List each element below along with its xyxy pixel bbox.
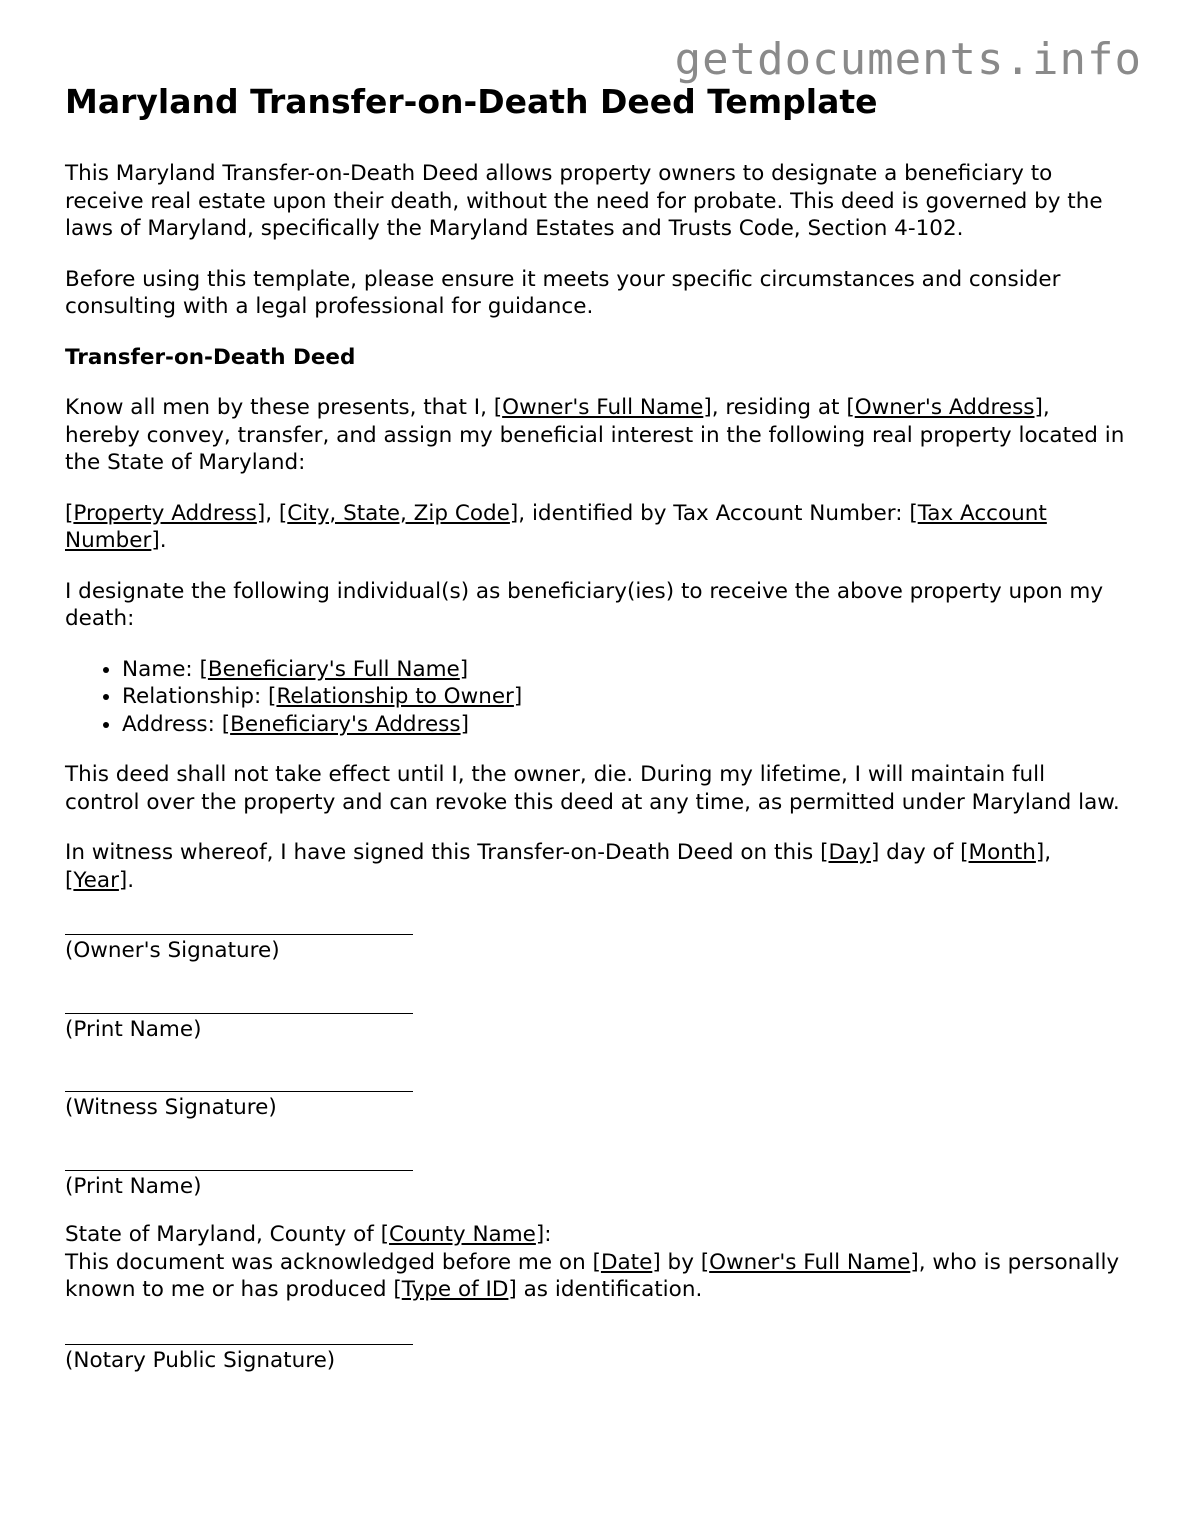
date-blank[interactable]: Date	[600, 1249, 653, 1275]
document-page	[65, 80, 1125, 1400]
tax-account-blank[interactable]: Tax Account Number	[65, 500, 1047, 553]
signature-label: (Witness Signature)	[65, 1095, 277, 1120]
notary-signature-block	[65, 1322, 1125, 1375]
witness-paragraph: In witness whereof, I have signed this Transfer-on-Death Deed on this [Day] day of [Month], [Year].	[65, 840, 1052, 893]
year-blank[interactable]: Year	[73, 867, 119, 893]
owner-name-blank[interactable]: Owner's Full Name	[502, 395, 704, 420]
property-paragraph: [Property Address], [City, State, Zip Code], identified by Tax Account Number: [Tax Account Number].	[65, 500, 1047, 553]
signature-label: (Notary Public Signature)	[65, 1347, 336, 1373]
month-blank[interactable]: Month	[968, 840, 1036, 865]
signature-label: (Print Name)	[65, 1173, 202, 1199]
caution-paragraph: Before using this template, please ensure it meets your specific circumstances and consider consulting with a legal professional for guidance.	[65, 266, 1061, 319]
conveyance-paragraph: Know all men by these presents, that I, [Owner's Full Name], residing at [Owner's Address], hereby convey, transfer, and assign my beneficial interest in the following real property located in the State of Maryland:	[65, 395, 1125, 475]
acknowledgment-paragraph: State of Maryland, County of [County Name]: This document was acknowledged before me on [Date] by [Owner's Full Name], who is personally known to me or has produced [Type of ID] as identification.	[65, 1222, 1120, 1302]
watermark: getdocuments.info	[674, 34, 1142, 85]
intro-paragraph: This Maryland Transfer-on-Death Deed allows property owners to designate a beneficiary to receive real estate upon their death, without the need for probate. This deed is governed by the laws of Maryland, specifically the Maryland Estates and Trusts Code, Section 4-102.	[65, 161, 1103, 241]
list-item: • Relationship: [Relationship to Owner]	[122, 683, 1125, 711]
owner-address-blank[interactable]: Owner's Address	[854, 395, 1035, 420]
beneficiary-address-blank[interactable]: Beneficiary's Address	[230, 711, 461, 737]
relationship-blank[interactable]: Relationship to Owner	[276, 684, 514, 709]
witness-print-name-block	[65, 1148, 1125, 1201]
list-item: • Name: [Beneficiary's Full Name]	[122, 656, 1125, 684]
beneficiary-name-blank[interactable]: Beneficiary's Full Name	[207, 656, 460, 682]
witness-signature-line[interactable]	[65, 1069, 413, 1092]
list-item: • Address: [Beneficiary's Address]	[122, 711, 1125, 739]
signature-label: (Owner's Signature)	[65, 938, 280, 963]
witness-signature-block	[65, 1069, 1125, 1122]
witness-print-name-line[interactable]	[65, 1148, 413, 1171]
day-blank[interactable]: Day	[828, 840, 871, 865]
ack-owner-name-blank[interactable]: Owner's Full Name	[709, 1249, 911, 1275]
designation-paragraph: I designate the following individual(s) as beneficiary(ies) to receive the above property upon my death:	[65, 578, 1104, 631]
owner-signature-line[interactable]	[65, 912, 413, 935]
county-blank[interactable]: County Name	[389, 1222, 536, 1247]
beneficiary-list	[65, 656, 1125, 739]
notary-signature-line[interactable]	[65, 1322, 413, 1345]
signature-label: (Print Name)	[65, 1016, 202, 1042]
section-heading: Transfer-on-Death Deed	[65, 344, 356, 370]
property-address-blank[interactable]: Property Address	[73, 500, 257, 526]
document-title: Maryland Transfer-on-Death Deed Template	[65, 82, 878, 121]
owner-signature-block	[65, 912, 1125, 965]
city-state-zip-blank[interactable]: City, State, Zip Code	[287, 500, 510, 526]
owner-print-name-line[interactable]	[65, 991, 413, 1014]
id-type-blank[interactable]: Type of ID	[401, 1277, 509, 1302]
effect-paragraph: This deed shall not take effect until I, the owner, die. During my lifetime, I will maintain full control over the property and can revoke this deed at any time, as permitted under Maryland law.	[65, 762, 1120, 815]
owner-print-name-block	[65, 991, 1125, 1044]
